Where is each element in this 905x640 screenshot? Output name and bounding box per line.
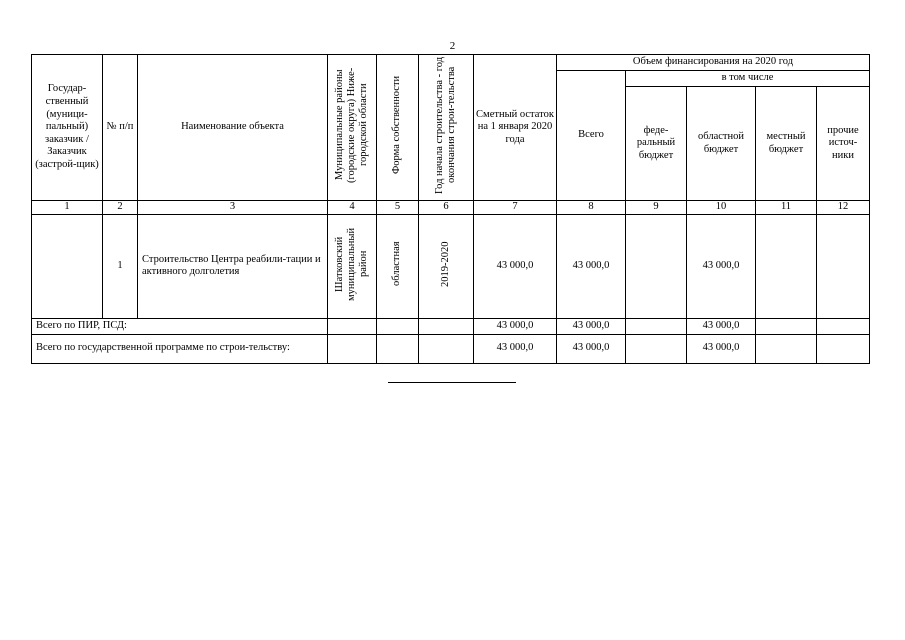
totals-estimate-balance: 43 000,0 — [474, 334, 557, 363]
table-row — [32, 215, 870, 319]
header-object-name: Наименование объекта — [138, 55, 328, 201]
empty-cell — [626, 334, 687, 363]
row-years: 2019-2020 — [439, 241, 451, 287]
col-number: 5 — [377, 201, 419, 215]
header-ownership-cell — [377, 55, 419, 201]
totals-estimate-balance: 43 000,0 — [474, 318, 557, 334]
row-local — [756, 215, 817, 319]
header-ownership: Форма собственности — [391, 76, 403, 175]
header-estimate-balance: Сметный остаток на 1 января 2020 года — [474, 55, 557, 201]
empty-cell — [756, 318, 817, 334]
header-years: Год начала строительства - год окончания строи-тельства — [433, 56, 457, 194]
col-number: 3 — [138, 201, 328, 215]
row-ownership-cell — [377, 215, 419, 319]
totals-row-program — [32, 334, 870, 363]
header-local: местный бюджет — [756, 87, 817, 201]
header-number: № п/п — [103, 55, 138, 201]
row-number: 1 — [103, 215, 138, 319]
col-number: 4 — [328, 201, 377, 215]
row-customer — [32, 215, 103, 319]
col-number: 9 — [626, 201, 687, 215]
header-municipal: Муниципальные районы (городские округа) Ниже-городской области — [333, 67, 370, 183]
row-municipal: Шатковский муниципальный район — [333, 227, 370, 301]
totals-row-pir — [32, 318, 870, 334]
header-customer: Государ-ственный (муници-пальный) заказчик / Заказчик (застрой-щик) — [32, 55, 103, 201]
empty-cell — [756, 334, 817, 363]
empty-cell — [377, 334, 419, 363]
totals-regional: 43 000,0 — [687, 318, 756, 334]
row-regional: 43 000,0 — [687, 215, 756, 319]
separator-line — [388, 382, 516, 383]
empty-cell — [377, 318, 419, 334]
col-number: 1 — [32, 201, 103, 215]
financing-table — [31, 54, 870, 364]
col-number: 7 — [474, 201, 557, 215]
row-other — [817, 215, 870, 319]
totals-label: Всего по государственной программе по строи-тельству: — [32, 334, 328, 363]
row-object-name: Строительство Центра реабили-тации и активного долголетия — [138, 215, 328, 319]
row-estimate-balance: 43 000,0 — [474, 215, 557, 319]
header-municipal-cell — [328, 55, 377, 201]
column-number-row — [32, 201, 870, 215]
empty-cell — [328, 334, 377, 363]
empty-cell — [328, 318, 377, 334]
row-municipal-cell — [328, 215, 377, 319]
header-financing-title: Объем финансирования на 2020 год — [557, 55, 870, 71]
header-regional: областной бюджет — [687, 87, 756, 201]
row-federal — [626, 215, 687, 319]
col-number: 10 — [687, 201, 756, 215]
totals-label: Всего по ПИР, ПСД: — [32, 318, 328, 334]
totals-total: 43 000,0 — [557, 334, 626, 363]
header-total: Всего — [557, 71, 626, 201]
empty-cell — [419, 334, 474, 363]
row-total: 43 000,0 — [557, 215, 626, 319]
col-number: 11 — [756, 201, 817, 215]
empty-cell — [419, 318, 474, 334]
header-including: в том числе — [626, 71, 870, 87]
empty-cell — [626, 318, 687, 334]
header-other: прочие источ-ники — [817, 87, 870, 201]
col-number: 8 — [557, 201, 626, 215]
header-federal: феде-ральный бюджет — [626, 87, 687, 201]
col-number: 2 — [103, 201, 138, 215]
empty-cell — [817, 318, 870, 334]
header-years-cell — [419, 55, 474, 201]
page-number: 2 — [449, 40, 456, 52]
col-number: 12 — [817, 201, 870, 215]
totals-regional: 43 000,0 — [687, 334, 756, 363]
col-number: 6 — [419, 201, 474, 215]
totals-total: 43 000,0 — [557, 318, 626, 334]
row-ownership: областная — [391, 241, 403, 287]
empty-cell — [817, 334, 870, 363]
row-years-cell — [419, 215, 474, 319]
